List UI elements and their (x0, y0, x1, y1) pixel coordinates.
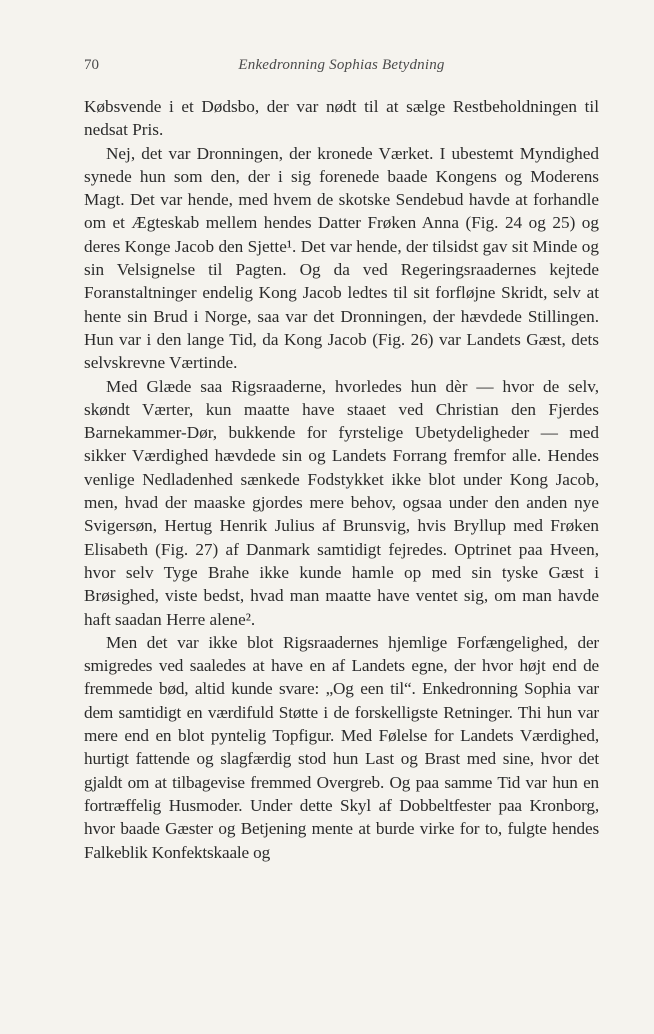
paragraph-1: Købsvende i et Dødsbo, der var nødt til at sælge Restbeholdningen til nedsat Pris. (84, 97, 599, 140)
paragraph-4: Men det var ikke blot Rigsraadernes hjemlige Forfængelighed, der smigredes ved saaledes at have en af Landets egne, der hvor højt end de fremmede bød, altid kunde svare: „Og een til“. Enkedronning Sophia var dem samtidigt en værdifuld Støtte i de forskelligste Retninger. Thi hun var mere end en blot pyntelig Topfigur. Med Følelse for Landets Værdighed, hurtigt fattende og slagfærdig stod hun Last og Brast med sine, hvor det gjaldt om at tilbagevise fremmed Overgreb. Og paa samme Tid var hun en fortræffelig Husmoder. Under dette Skyl af Dobbeltfester paa Kronborg, hvor baade Gæster og Betjening mente at burde virke for to, fulgte hendes Falkeblik Konfektskaale og (84, 632, 599, 862)
running-title: Enkedronning Sophias Betydning (238, 57, 445, 73)
page-number: 70 (84, 57, 99, 73)
paragraph-3: Med Glæde saa Rigsraaderne, hvorledes hun dèr — hvor de selv, skøndt Værter, kun maatte have staaet ved Christian den Fjerdes Barnekammer-Dør, bukkende for fyrstelige Ubetydeligheder — med sikker Værdighed hævdede sin og Landets Forrang fremfor alle. Hendes venlige Nedladenhed sænkede Fodstykket ikke blot under Kong Jacob, men, hvad der maaske gjordes mere behov, ogsaa under den anden nye Svigersøn, Hertug Henrik Julius af Brunsvig, hvis Bryllup med Frøken Elisabeth (Fig. 27) af Danmark samtidigt fejredes. Optrinet paa Hveen, hvor selv Tyge Brahe ikke kunde hamle op med sin tyske Gæst i Brøsighed, viste bedst, hvad man maatte have ventet sig, om man havde haft saadan Herre alene². (84, 376, 599, 629)
paragraph-2: Nej, det var Dronningen, der kronede Værket. I ubestemt Myndighed synede hun som den, der i sig forenede baade Kongens og Moderens Magt. Det var hende, med hvem de skotske Sendebud havde at forhandle om et Ægteskab mellem hendes Datter Frøken Anna (Fig. 24 og 25) og deres Konge Jacob den Sjette¹. Det var hende, der tilsidst gav sit Minde og sin Velsignelse til Pagten. Og da ved Regeringsraadernes kejtede Foranstaltninger endelig Kong Jacob ledtes til sit forfløjne Skridt, selv at hente sin Brud i Norge, saa var det Dronningen, der hævdede Stillingen. Hun var i den lange Tid, da Kong Jacob (Fig. 26) var Landets Gæst, dets selvskrevne Værtinde. (84, 143, 599, 373)
body-text (84, 95, 599, 864)
page-header (84, 57, 599, 81)
